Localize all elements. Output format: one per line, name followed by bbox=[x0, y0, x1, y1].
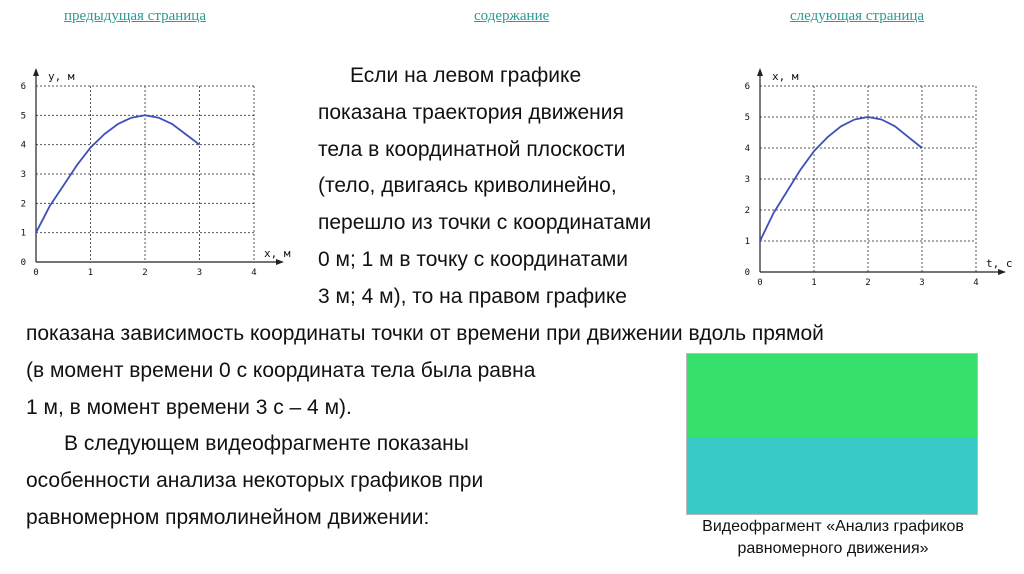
text-line: показана зависимость координаты точки от времени при движении вдоль прямой bbox=[26, 322, 824, 345]
y-tick-label: 3 bbox=[20, 170, 26, 180]
text-line: равномерном прямолинейном движении: bbox=[26, 505, 430, 529]
text-line: (тело, двигаясь криволинейно, bbox=[318, 174, 617, 198]
trajectory-chart bbox=[12, 62, 302, 284]
previous-page-link[interactable]: предыдущая страница bbox=[64, 8, 206, 24]
x-axis-label: t, c bbox=[986, 257, 1013, 270]
text-line: тела в координатной плоскости bbox=[318, 137, 626, 161]
y-tick-label: 1 bbox=[744, 237, 750, 247]
y-axis-label: x, м bbox=[772, 70, 799, 83]
contents-link[interactable]: содержание bbox=[474, 8, 550, 24]
video-frame-bottom bbox=[687, 438, 977, 514]
text-line: Видеофрагмент «Анализ графиков bbox=[702, 518, 964, 535]
x-tick-label: 2 bbox=[865, 278, 871, 288]
chart-svg bbox=[12, 62, 302, 284]
x-tick-label: 1 bbox=[811, 278, 817, 288]
text-line: 0 м; 1 м в точку с координатами bbox=[318, 247, 629, 271]
x-tick-label: 1 bbox=[87, 268, 94, 278]
x-tick-label: 4 bbox=[973, 278, 979, 288]
text-line: В следующем видеофрагменте показаны bbox=[64, 432, 469, 455]
y-tick-label: 6 bbox=[20, 82, 26, 92]
paragraph-trajectory-explanation bbox=[318, 58, 738, 316]
y-tick-label: 0 bbox=[20, 258, 26, 268]
y-tick-label: 5 bbox=[20, 111, 26, 122]
x-tick-label: 3 bbox=[196, 268, 203, 278]
coordinate-time-chart bbox=[736, 62, 1024, 294]
y-axis-arrow bbox=[757, 68, 763, 76]
x-tick-label: 2 bbox=[142, 268, 148, 278]
y-tick-label: 4 bbox=[20, 140, 26, 151]
text-line: Если на левом графике bbox=[350, 64, 582, 87]
x-axis-label: x, м bbox=[264, 247, 291, 260]
y-tick-label: 2 bbox=[744, 206, 750, 216]
y-tick-label: 4 bbox=[744, 144, 750, 154]
video-caption bbox=[670, 516, 996, 560]
y-tick-label: 2 bbox=[20, 199, 26, 210]
x-tick-label: 0 bbox=[757, 278, 763, 288]
y-tick-label: 1 bbox=[20, 228, 26, 239]
x-tick-label: 4 bbox=[251, 268, 257, 278]
x-tick-label: 3 bbox=[919, 278, 925, 288]
text-line: (в момент времени 0 с координата тела была равна bbox=[26, 358, 536, 382]
video-frame-top bbox=[687, 354, 977, 438]
y-tick-label: 5 bbox=[744, 113, 750, 123]
video-player[interactable] bbox=[686, 353, 978, 515]
text-line: перешло из точки с координатами bbox=[318, 211, 652, 235]
text-line: 3 м; 4 м), то на правом графике bbox=[318, 284, 627, 308]
text-line: 1 м, в момент времени 3 с – 4 м). bbox=[26, 395, 352, 419]
y-tick-label: 6 bbox=[744, 82, 750, 92]
y-tick-label: 0 bbox=[744, 268, 750, 278]
y-axis-arrow bbox=[33, 68, 39, 76]
chart-svg bbox=[736, 62, 1024, 294]
next-page-link[interactable]: следующая страница bbox=[790, 8, 925, 24]
text-line: особенности анализа некоторых графиков при bbox=[26, 468, 484, 492]
y-tick-label: 3 bbox=[744, 175, 750, 185]
text-line: равномерного движения» bbox=[737, 540, 929, 557]
y-axis-label: y, м bbox=[48, 70, 75, 83]
x-tick-label: 0 bbox=[33, 268, 39, 278]
text-line: показана траектория движения bbox=[318, 100, 624, 124]
paragraph-video-intro bbox=[26, 426, 666, 536]
